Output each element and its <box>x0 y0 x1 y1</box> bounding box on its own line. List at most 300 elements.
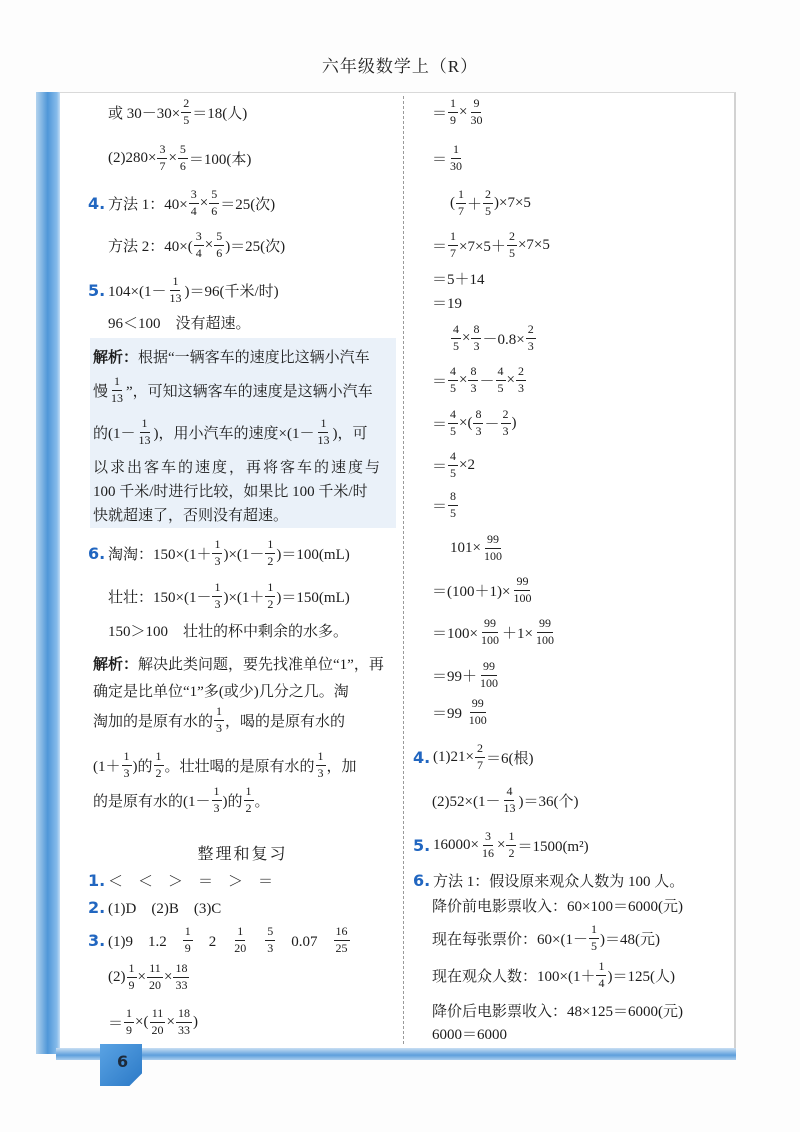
fraction-denominator: 3 <box>517 380 524 395</box>
fraction-denominator: 6 <box>179 158 186 173</box>
fraction-denominator: 9 <box>128 977 135 992</box>
text-run: 的(1－ <box>93 425 136 442</box>
fraction-denominator: 5 <box>508 245 515 260</box>
calc-step-line <box>432 615 557 649</box>
text-run: × <box>459 371 468 388</box>
text-run: )＝48(元) <box>599 931 660 948</box>
fraction-numerator: 1 <box>451 143 461 158</box>
fraction-numerator: 1 <box>235 925 245 940</box>
text-run: )＝100(mL) <box>276 546 350 563</box>
fraction <box>137 417 153 446</box>
q6-analysis-line <box>93 748 357 782</box>
fraction <box>147 962 163 991</box>
fraction <box>183 925 193 954</box>
fraction <box>482 533 504 562</box>
fraction-denominator: 4 <box>195 245 202 260</box>
text-run: ＝ <box>108 1015 124 1032</box>
q4-method2-line <box>108 228 285 262</box>
text-run: × <box>168 149 177 166</box>
fraction-denominator: 2 <box>508 845 515 860</box>
fraction <box>334 925 350 954</box>
fraction <box>109 375 125 404</box>
q6-analysis-line <box>93 783 270 817</box>
text-run: ＝ <box>432 238 448 255</box>
fraction-denominator: 100 <box>535 632 554 647</box>
text-run: )×(1－ <box>223 546 265 563</box>
page-header-title: 六年级数学上（R） <box>321 57 479 76</box>
fraction <box>212 581 222 610</box>
fraction <box>157 143 167 172</box>
part2-solution-line <box>108 141 251 175</box>
fraction <box>511 575 533 604</box>
text-run: 101× <box>450 539 481 556</box>
fraction <box>189 188 199 217</box>
fraction-numerator: 3 <box>189 188 199 203</box>
fraction <box>173 962 189 991</box>
item-number: 6. <box>88 543 106 563</box>
fraction <box>316 750 326 779</box>
fraction <box>468 365 478 394</box>
review-q3-part2-step-line <box>108 1005 198 1039</box>
fraction <box>209 188 219 217</box>
q5-conclusion-line <box>108 305 251 339</box>
calc-result-line <box>432 141 465 175</box>
text-run: (2) <box>108 968 126 985</box>
text-run: )＝150(mL) <box>276 589 350 606</box>
text-run: ) <box>192 1013 198 1030</box>
fraction-denominator: 5 <box>590 938 597 953</box>
text-run: × <box>199 194 209 211</box>
text-run: ＝99＋ <box>432 668 478 685</box>
fraction <box>451 323 461 352</box>
fraction <box>212 538 222 567</box>
fraction-numerator: 2 <box>475 742 485 757</box>
fraction-numerator: 4 <box>496 365 506 380</box>
fraction-denominator: 30 <box>470 112 483 127</box>
fraction-numerator: 4 <box>451 323 461 338</box>
text-run: ＝25(次) <box>220 196 276 213</box>
text-run: 6000＝6000 <box>432 1026 508 1043</box>
fraction-numerator: 8 <box>468 365 478 380</box>
q5-analysis-line <box>93 415 367 449</box>
text-run: ＝99 <box>432 705 466 722</box>
fraction-denominator: 13 <box>138 432 151 447</box>
text-run: 。 <box>254 793 270 810</box>
text-run: ＝(100＋1)× <box>432 583 511 600</box>
fraction-numerator: 3 <box>157 143 167 158</box>
fraction <box>212 785 222 814</box>
text-run: (1＋ <box>93 758 121 775</box>
column-divider <box>403 96 404 1044</box>
fraction-numerator: 99 <box>482 617 498 632</box>
text-run: －0.8× <box>482 331 525 348</box>
text-run: 96＜100 没有超速。 <box>108 315 251 332</box>
fraction-numerator: 1 <box>244 785 254 800</box>
fraction-numerator: 1 <box>316 750 326 765</box>
fraction-numerator: 18 <box>173 962 189 977</box>
fraction-numerator: 11 <box>147 962 163 977</box>
fraction-numerator: 99 <box>514 575 530 590</box>
fraction <box>479 617 501 646</box>
fraction <box>448 365 458 394</box>
fraction <box>448 230 458 259</box>
fraction-denominator: 100 <box>483 548 502 563</box>
fraction-denominator: 13 <box>169 290 182 305</box>
text-run: ＝ <box>432 105 448 122</box>
fraction <box>244 785 254 814</box>
fraction-denominator: 7 <box>476 757 483 772</box>
page-number: 6 <box>117 1052 129 1071</box>
fraction-numerator: 2 <box>483 188 493 203</box>
fraction-numerator: 1 <box>448 230 458 245</box>
fraction-denominator: 9 <box>184 940 191 955</box>
fraction <box>467 697 489 726</box>
q4-method1-line <box>88 186 275 220</box>
q6-analysis-line <box>93 673 349 707</box>
fraction-numerator: 1 <box>596 960 606 975</box>
calc-result-line <box>432 488 459 522</box>
q5-analysis-line <box>93 373 373 407</box>
fraction-denominator: 3 <box>317 765 324 780</box>
fraction-denominator: 33 <box>175 977 188 992</box>
fraction-denominator: 3 <box>475 423 482 438</box>
fraction <box>473 408 483 437</box>
text-run: 淘加的是原有水的 <box>93 713 214 730</box>
fraction-denominator: 7 <box>458 203 464 218</box>
fraction-numerator: 1 <box>265 581 275 596</box>
q6-ticket-price-line <box>432 921 660 955</box>
fraction-numerator: 2 <box>181 97 191 112</box>
text-run: )＝36(个) <box>518 793 579 810</box>
text-run: )，用小汽车的速度×(1－ <box>153 425 315 442</box>
text-run: ＝ <box>432 498 448 515</box>
analysis-label: 解析： <box>93 349 139 366</box>
text-run: ＝ <box>432 373 448 390</box>
item-number: 4. <box>413 747 431 767</box>
text-run: × <box>166 1013 175 1030</box>
fraction <box>448 143 464 172</box>
text-run: (1)9 1.2 <box>108 933 182 950</box>
q4-part2-line <box>432 783 578 817</box>
text-run: )的 <box>222 793 243 810</box>
text-run: ”，可知这辆客车的速度是这辆小汽车 <box>126 383 373 400</box>
fraction-denominator: 16 <box>481 845 494 860</box>
text-run <box>249 930 264 951</box>
fraction-denominator: 30 <box>450 158 463 173</box>
calc-step-line <box>432 573 534 607</box>
fraction <box>516 365 526 394</box>
fraction <box>265 581 275 610</box>
review-q3-part1-line <box>88 923 351 957</box>
fraction-numerator: 1 <box>265 538 275 553</box>
fraction-numerator: 1 <box>140 417 150 432</box>
text-run: ＋1× <box>501 625 533 642</box>
fraction <box>122 750 132 779</box>
text-run: )＝125(人) <box>607 968 675 985</box>
fraction <box>167 275 183 304</box>
text-run: × <box>137 968 146 985</box>
calc-result-line <box>432 695 490 729</box>
fraction-numerator: 2 <box>501 408 511 423</box>
text-run: ＜ ＜ ＞ ＝ ＞ ＝ <box>108 873 274 890</box>
text-run: ，加 <box>326 758 357 775</box>
text-run: ＋ <box>467 196 483 213</box>
fraction <box>456 188 466 217</box>
fraction-denominator: 100 <box>513 590 532 605</box>
calc-step-line <box>432 228 550 262</box>
fraction-denominator: 20 <box>234 940 247 955</box>
text-run: 以求出客车的速度，再将客车的速度与 <box>93 459 383 476</box>
fraction-numerator: 4 <box>504 785 514 800</box>
fraction-numerator: 1 <box>170 275 180 290</box>
fraction-numerator: 1 <box>183 925 193 940</box>
text-run: 壮壮：150×(1－ <box>108 589 212 606</box>
text-run: 现在观众人数：100×(1＋ <box>432 968 596 985</box>
fraction-numerator: 5 <box>178 143 188 158</box>
text-run: ＝100(本) <box>188 151 252 168</box>
fraction <box>468 97 484 126</box>
fraction-numerator: 1 <box>318 417 328 432</box>
review-q2-line <box>88 890 221 924</box>
fraction-denominator: 33 <box>177 1022 190 1037</box>
text-run: 方法 1：假设原来观众人数为 100 人。 <box>433 873 685 890</box>
text-run: (2)280× <box>108 149 157 166</box>
book-edge-left <box>36 92 62 1054</box>
fraction <box>149 1007 165 1036</box>
fraction-numerator: 5 <box>214 230 224 245</box>
fraction <box>214 705 224 734</box>
item-number: 2. <box>88 897 106 917</box>
fraction-numerator: 11 <box>150 1007 166 1022</box>
fraction <box>483 188 493 217</box>
fraction-numerator: 5 <box>265 925 275 940</box>
fraction-denominator: 6 <box>216 245 223 260</box>
fraction-numerator: 1 <box>506 830 516 845</box>
fraction-denominator: 5 <box>450 423 457 438</box>
q4-part1-line <box>413 740 533 774</box>
text-run: (1)D (2)B (3)C <box>108 900 222 917</box>
text-run: 100 千米/时进行比较，如果比 100 千米/时 <box>93 483 368 500</box>
fraction-denominator: 9 <box>450 112 457 127</box>
fraction-numerator: 99 <box>481 660 497 675</box>
fraction-numerator: 1 <box>456 188 466 203</box>
fraction-denominator: 6 <box>211 203 218 218</box>
text-run: ＝19 <box>432 295 463 312</box>
text-run: 方法 2：40×( <box>108 238 193 255</box>
fraction-denominator: 4 <box>190 203 197 218</box>
text-run: 降价后电影票收入：48×125＝6000(元) <box>432 1003 683 1020</box>
item-number: 6. <box>413 870 431 890</box>
q6-comparison-line <box>432 1016 507 1050</box>
text-run: )×(1＋ <box>223 589 265 606</box>
fraction-numerator: 9 <box>471 97 481 112</box>
fraction-numerator: 1 <box>112 375 122 390</box>
text-run: × <box>459 103 468 120</box>
fraction-denominator: 100 <box>468 712 487 727</box>
q6-conclusion-line <box>108 613 348 647</box>
text-run: ＝6(根) <box>485 750 534 767</box>
q6-zhuangzhuang-line <box>108 579 350 613</box>
text-run: ×7×5＋ <box>459 238 506 255</box>
fraction-denominator: 2 <box>267 596 274 611</box>
fraction <box>232 925 248 954</box>
fraction-numerator: 1 <box>127 962 137 977</box>
fraction <box>127 962 137 991</box>
q6-income-before-line <box>432 888 683 922</box>
q5-analysis-line <box>93 339 370 373</box>
text-run: ×( <box>135 1013 149 1030</box>
text-run: ＝18(人) <box>192 105 248 122</box>
text-run: － <box>479 373 495 390</box>
fraction-numerator: 1 <box>589 923 599 938</box>
fraction <box>496 365 506 394</box>
text-run: × <box>204 236 214 253</box>
calc-expression-line <box>450 186 531 220</box>
calc-step-line <box>432 406 517 440</box>
text-run: 根据“一辆客车的速度比这辆小汽车 <box>138 349 370 366</box>
fraction-numerator: 4 <box>448 408 458 423</box>
fraction-denominator: 5 <box>453 338 459 353</box>
fraction-numerator: 8 <box>448 490 458 505</box>
fraction-denominator: 3 <box>216 720 223 735</box>
text-run: 降价前电影票收入：60×100＝6000(元) <box>432 898 683 915</box>
fraction-denominator: 3 <box>267 940 274 955</box>
fraction-numerator: 99 <box>485 533 501 548</box>
fraction-numerator: 4 <box>448 450 458 465</box>
q6-taotao-line <box>88 536 350 570</box>
fraction <box>480 830 496 859</box>
fraction-numerator: 2 <box>507 230 517 245</box>
fraction <box>448 408 458 437</box>
text-run: 快就超速了，否则没有超速。 <box>93 507 289 524</box>
fraction-denominator: 3 <box>214 553 221 568</box>
fraction-numerator: 99 <box>537 617 553 632</box>
q6-analysis-line <box>93 703 345 737</box>
fraction-denominator: 3 <box>527 338 534 353</box>
text-run: ( <box>450 194 455 211</box>
fraction-denominator: 5 <box>485 203 492 218</box>
text-run: 解决此类问题，要先找准单位“1”，再 <box>138 656 384 673</box>
calc-step-line <box>432 95 485 129</box>
text-run: 的是原有水的(1－ <box>93 793 211 810</box>
fraction-denominator: 5 <box>450 465 457 480</box>
text-run: (1)21× <box>433 748 474 765</box>
text-run: ＝100× <box>432 625 478 642</box>
fraction-denominator: 13 <box>317 432 330 447</box>
fraction <box>178 143 188 172</box>
text-run: ＝1500(m²) <box>517 838 589 855</box>
text-run: ) <box>511 414 517 431</box>
fraction-numerator: 2 <box>526 323 536 338</box>
fraction <box>124 1007 134 1036</box>
calc-step-line <box>432 658 501 692</box>
fraction <box>265 925 275 954</box>
calc-step-line <box>432 363 527 397</box>
fraction <box>501 408 511 437</box>
fraction-numerator: 5 <box>209 188 219 203</box>
fraction-numerator: 4 <box>448 365 458 380</box>
item-number: 3. <box>88 930 106 950</box>
calc-expression-line <box>450 321 537 355</box>
fraction-numerator: 1 <box>448 97 458 112</box>
fraction-numerator: 1 <box>154 750 164 765</box>
fraction <box>526 323 536 352</box>
fraction-denominator: 2 <box>245 800 252 815</box>
fraction <box>448 97 458 126</box>
fraction-numerator: 3 <box>483 830 493 845</box>
fraction-denominator: 3 <box>213 800 220 815</box>
fraction-denominator: 7 <box>450 245 457 260</box>
text-run: 0.07 <box>276 933 333 950</box>
text-run: 或 30－30× <box>108 105 181 122</box>
text-run: 整理和复习 <box>197 845 288 863</box>
fraction-denominator: 20 <box>151 1022 164 1037</box>
text-run: ×7×5 <box>517 236 550 253</box>
text-run: 。壮壮喝的是原有水的 <box>164 758 315 775</box>
text-run: ＝ <box>432 458 448 475</box>
fraction-numerator: 1 <box>124 1007 134 1022</box>
text-run: 慢 <box>93 383 109 400</box>
text-run: )，可 <box>332 425 368 442</box>
fraction-denominator: 13 <box>503 800 516 815</box>
q6-audience-line <box>432 958 675 992</box>
text-run: － <box>484 416 500 433</box>
text-run: (2)52×(1－ <box>432 793 501 810</box>
fraction-numerator: 2 <box>516 365 526 380</box>
text-run: 确定是比单位“1”多(或少)几分之几。淘 <box>93 683 349 700</box>
item-number: 4. <box>88 193 106 213</box>
item-number: 5. <box>413 835 431 855</box>
alt-solution-line <box>108 95 247 129</box>
fraction-denominator: 3 <box>470 380 477 395</box>
fraction-denominator: 5 <box>450 505 457 520</box>
text-run: )的 <box>132 758 153 775</box>
text-run: )×7×5 <box>494 194 531 211</box>
calc-result-line <box>432 285 462 319</box>
fraction-denominator: 2 <box>155 765 162 780</box>
text-run: ＝ <box>432 416 448 433</box>
q5-solution-line <box>88 273 279 307</box>
q5-area-line <box>413 828 589 862</box>
fraction <box>448 490 458 519</box>
calc-step-line <box>432 448 475 482</box>
fraction-numerator: 1 <box>212 785 222 800</box>
text-run: ×( <box>459 414 473 431</box>
fraction-numerator: 1 <box>212 581 222 596</box>
text-run: ＝ <box>432 151 448 168</box>
text-run: 16000× <box>433 836 479 853</box>
fraction-denominator: 3 <box>473 338 480 353</box>
fraction-denominator: 2 <box>267 553 274 568</box>
fraction <box>154 750 164 779</box>
fraction-denominator: 4 <box>598 975 605 990</box>
fraction <box>176 1007 192 1036</box>
fraction <box>534 617 556 646</box>
fraction-denominator: 100 <box>480 632 499 647</box>
fraction <box>471 323 481 352</box>
fraction-denominator: 5 <box>183 112 190 127</box>
book-edge-bottom <box>56 1048 736 1060</box>
text-run: × <box>496 836 506 853</box>
fraction-denominator: 25 <box>335 940 348 955</box>
text-run: 淘淘：150×(1＋ <box>108 546 212 563</box>
fraction <box>181 97 191 126</box>
fraction-denominator: 3 <box>123 765 130 780</box>
fraction <box>501 785 517 814</box>
fraction-numerator: 8 <box>473 408 483 423</box>
text-run: )＝96(千米/时) <box>184 283 279 300</box>
text-run: ×2 <box>459 456 475 473</box>
